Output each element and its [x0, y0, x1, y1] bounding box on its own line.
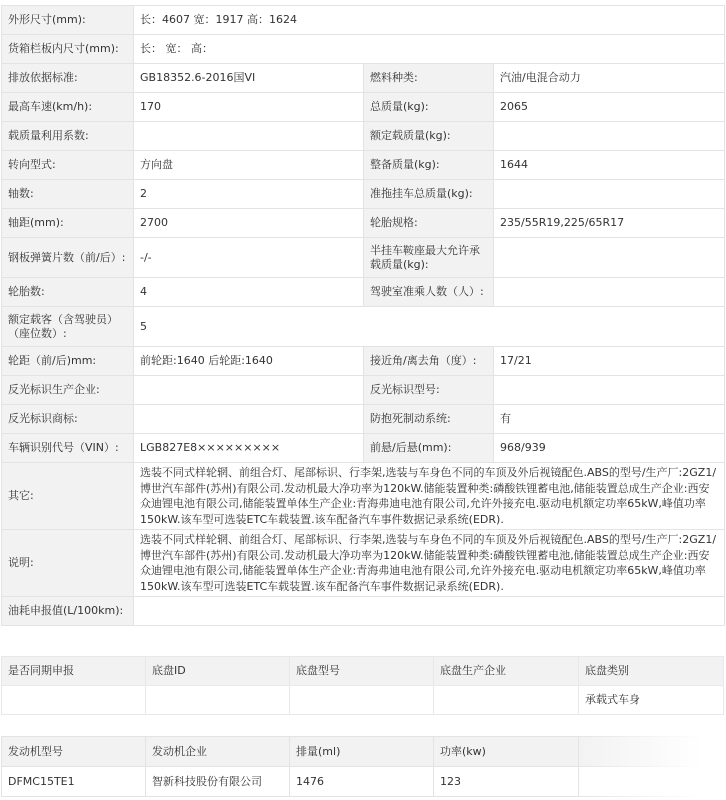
spec-value: 长：4607 宽：1917 高：1624 [134, 6, 725, 35]
chassis-cell: 承载式车身 [579, 686, 724, 715]
spec-label: 轴数: [2, 180, 134, 209]
spec-label: 载质量利用系数: [2, 122, 134, 151]
spec-label: 反光标识型号: [364, 376, 494, 405]
spec-value: 170 [134, 93, 364, 122]
spec-value: 选装不同式样轮辋、前组合灯、尾部标识、行李架,选装与车身色不同的车顶及外后视镜配色.ABS的型号/生产厂:2GZ1/博世汽车部件(苏州)有限公司.发动机最大净功率为120kW.储能装置种类:磷酸铁锂蓄电池,储能装置总成生产企业:西安众迪锂电池有限公司,储能装置单体生产企业:青海弗迪电池有限公司,允许外接充电.驱动电机额定功率65kW,峰值功率150kW.该车型可选装ETC车载装置.该车配备汽车事件数据记录系统(EDR). [134, 463, 725, 530]
spec-label: 反光标识商标: [2, 405, 134, 434]
engine-cell: DFMC15TE1 [2, 767, 146, 797]
spec-label: 防抱死制动系统: [364, 405, 494, 434]
spec-label: 货箱栏板内尺寸(mm): [2, 35, 134, 64]
spec-label: 轴距(mm): [2, 209, 134, 238]
spec-row [2, 530, 725, 597]
engine-cell: 123 [434, 767, 579, 797]
engine-header-cell: 发动机型号 [2, 737, 146, 767]
spec-label: 前悬/后悬(mm): [364, 434, 494, 463]
spec-label: 车辆识别代号（VIN）: [2, 434, 134, 463]
spec-label: 说明: [2, 530, 134, 597]
spec-value: 2065 [494, 93, 725, 122]
engine-cell: 1476 [290, 767, 434, 797]
spec-label: 接近角/离去角（度）: [364, 347, 494, 376]
spec-row [2, 307, 725, 347]
spec-label: 燃料种类: [364, 64, 494, 93]
spec-label: 其它: [2, 463, 134, 530]
spec-value: 4 [134, 278, 364, 307]
spec-value [494, 122, 725, 151]
spec-label: 轮距（前/后)mm: [2, 347, 134, 376]
spec-row [2, 376, 725, 405]
spec-row [2, 35, 725, 64]
spec-row [2, 238, 725, 278]
chassis-header-cell: 底盘生产企业 [434, 657, 579, 686]
spec-value: 有 [494, 405, 725, 434]
spec-value: 235/55R19,225/65R17 [494, 209, 725, 238]
spec-value: 方向盘 [134, 151, 364, 180]
spec-label: 额定载客（含驾驶员）（座位数）: [2, 307, 134, 347]
chassis-header-cell: 底盘类别 [579, 657, 724, 686]
spec-row [2, 6, 725, 35]
chassis-data-row [2, 686, 724, 715]
spec-row [2, 434, 725, 463]
spec-label: 轮胎数: [2, 278, 134, 307]
spec-label: 轮胎规格: [364, 209, 494, 238]
spec-value: 17/21 [494, 347, 725, 376]
spec-value [494, 180, 725, 209]
engine-header-cell: 功率(kw) [434, 737, 579, 767]
spec-row [2, 405, 725, 434]
spec-value [494, 278, 725, 307]
spec-label: 最高车速(km/h): [2, 93, 134, 122]
engine-cell [579, 767, 724, 797]
spec-label: 额定载质量(kg): [364, 122, 494, 151]
spec-label: 准拖挂车总质量(kg): [364, 180, 494, 209]
spec-value: 5 [134, 307, 725, 347]
spec-label: 整备质量(kg): [364, 151, 494, 180]
spec-value [134, 122, 364, 151]
engine-data-row [2, 767, 724, 797]
chassis-header-cell: 是否同期申报 [2, 657, 146, 686]
engine-header-cell: 排量(ml) [290, 737, 434, 767]
chassis-cell [146, 686, 290, 715]
spec-label: 排放依据标准: [2, 64, 134, 93]
chassis-header-cell: 底盘型号 [290, 657, 434, 686]
spec-value: 2700 [134, 209, 364, 238]
engine-header-row [2, 737, 724, 767]
engine-cell: 智新科技股份有限公司 [146, 767, 290, 797]
chassis-header-row [2, 657, 724, 686]
chassis-table [1, 656, 724, 715]
engine-header-cell: 发动机企业 [146, 737, 290, 767]
spec-row [2, 151, 725, 180]
engine-table [1, 736, 724, 797]
chassis-cell [2, 686, 146, 715]
spec-value: 长： 宽： 高： [134, 35, 725, 64]
spec-value: LGB827E8××××××××× [134, 434, 364, 463]
spec-value: 汽油/电混合动力 [494, 64, 725, 93]
spec-row [2, 347, 725, 376]
spec-row [2, 209, 725, 238]
spec-value: 前轮距:1640 后轮距:1640 [134, 347, 364, 376]
chassis-cell [434, 686, 579, 715]
spec-row [2, 278, 725, 307]
spec-row [2, 122, 725, 151]
spec-value: 968/939 [494, 434, 725, 463]
spec-row [2, 597, 725, 626]
spec-value: 选装不同式样轮辋、前组合灯、尾部标识、行李架,选装与车身色不同的车顶及外后视镜配色.ABS的型号/生产厂:2GZ1/博世汽车部件(苏州)有限公司.发动机最大净功率为120kW.储能装置种类:磷酸铁锂蓄电池,储能装置总成生产企业:西安众迪锂电池有限公司,储能装置单体生产企业:青海弗迪电池有限公司,允许外接充电.驱动电机额定功率65kW,峰值功率150kW.该车型可选装ETC车载装置.该车配备汽车事件数据记录系统(EDR). [134, 530, 725, 597]
spec-label: 驾驶室准乘人数（人）: [364, 278, 494, 307]
engine-header-cell [579, 737, 724, 767]
spec-label: 外形尺寸(mm): [2, 6, 134, 35]
spec-row [2, 64, 725, 93]
spec-value [134, 405, 364, 434]
spec-label: 油耗申报值(L/100km): [2, 597, 134, 626]
spec-row [2, 180, 725, 209]
spec-label: 转向型式: [2, 151, 134, 180]
chassis-header-cell: 底盘ID [146, 657, 290, 686]
spec-label: 半挂车鞍座最大允许承载质量(kg): [364, 238, 494, 278]
spec-value [134, 597, 725, 626]
chassis-cell [290, 686, 434, 715]
spec-label: 反光标识生产企业: [2, 376, 134, 405]
spec-label: 钢板弹簧片数（前/后）: [2, 238, 134, 278]
spec-label: 总质量(kg): [364, 93, 494, 122]
vehicle-spec-table [1, 5, 725, 626]
spec-value: 2 [134, 180, 364, 209]
spec-value: 1644 [494, 151, 725, 180]
spec-value [134, 376, 364, 405]
spec-row [2, 93, 725, 122]
spec-value: GB18352.6-2016国VI [134, 64, 364, 93]
spec-row [2, 463, 725, 530]
spec-value [494, 238, 725, 278]
spec-value: -/- [134, 238, 364, 278]
spec-value [494, 376, 725, 405]
